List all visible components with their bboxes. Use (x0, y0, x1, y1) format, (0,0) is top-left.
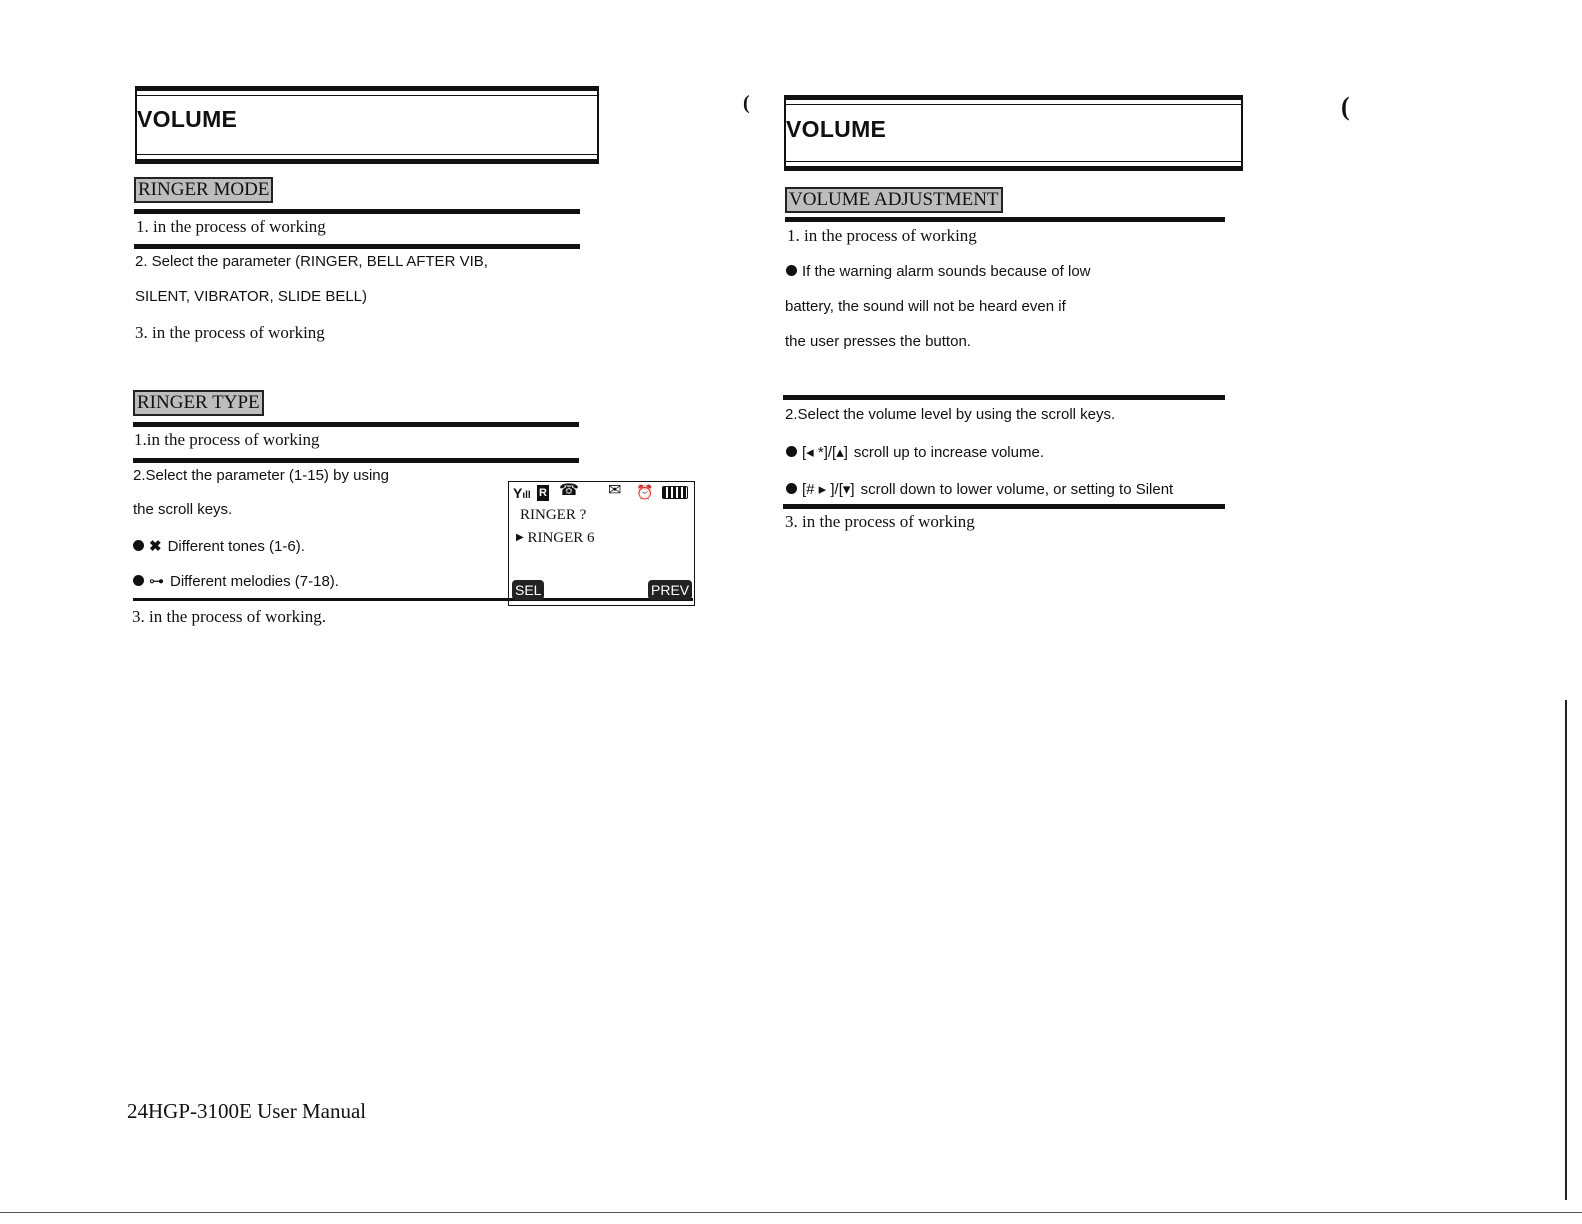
ringer-mode-step1: 1. in the process of working (136, 217, 326, 236)
key-symbol: ⊶ (149, 573, 164, 590)
key-symbol: [# ▸ ]/[▾] (802, 481, 855, 498)
bullet-icon (786, 265, 797, 276)
ringer-mode-label: RINGER MODE (134, 177, 273, 203)
roaming-icon: R (539, 487, 547, 499)
bullet-icon (786, 446, 797, 457)
divider (134, 244, 580, 249)
volume-step3: 3. in the process of working (785, 512, 975, 531)
ringer-type-step2-line1: 2.Select the parameter (1-15) by using (133, 467, 389, 484)
scan-edge-right (1565, 700, 1567, 1200)
divider (785, 217, 1225, 222)
divider (133, 458, 579, 463)
divider (134, 209, 580, 214)
alarm-icon: ⏰ (636, 484, 654, 500)
ringer-type-label: RINGER TYPE (133, 390, 264, 416)
right-page-title: VOLUME (786, 116, 887, 142)
key-symbol: ✖ (149, 538, 162, 555)
ringer-mode-step2-line2: SILENT, VIBRATOR, SLIDE BELL) (135, 288, 368, 305)
ringer-mode-step2-line1: 2. Select the parameter (RINGER, BELL AFTER VIB, (135, 253, 488, 270)
volume-down-bullet: [# ▸ ]/[▾] scroll down to lower volume, or setting to Silent (786, 480, 1173, 498)
ringer-type-bullet1: ✖ Different tones (1-6). (133, 537, 305, 555)
scan-edge-bottom (0, 1212, 1582, 1213)
volume-up-bullet: [◂ *]/[▴] scroll up to increase volume. (786, 443, 1044, 461)
ringer-type-step2-line2: the scroll keys. (133, 501, 233, 518)
signal-icon: Yıll (513, 485, 531, 501)
arrow-right-icon: ▶ (516, 532, 524, 543)
phone-screen (508, 481, 695, 606)
volume-step1: 1. in the process of working (787, 226, 977, 245)
phone-screen-line1: RINGER ? (520, 507, 587, 523)
volume-step2: 2.Select the volume level by using the scroll keys. (785, 406, 1116, 423)
bullet-icon (133, 540, 144, 551)
divider (133, 422, 579, 427)
volume-note-line2: battery, the sound will not be heard even if (785, 298, 1066, 315)
page-mark: ( (743, 92, 750, 114)
ringer-type-step3: 3. in the process of working. (132, 607, 327, 626)
volume-adjustment-label: VOLUME ADJUSTMENT (785, 187, 1003, 213)
volume-note-line1: If the warning alarm sounds because of low (786, 263, 1091, 280)
prev-softkey: PREV (648, 580, 692, 600)
bullet-icon (786, 483, 797, 494)
message-icon: ✉ (608, 482, 622, 499)
ringer-type-bullet2: ⊶ Different melodies (7-18). (133, 572, 339, 590)
manual-footer: 24HGP-3100E User Manual (127, 1099, 367, 1123)
key-symbol: [◂ *]/[▴] (802, 444, 848, 461)
battery-icon (662, 486, 688, 499)
ringer-type-step1: 1.in the process of working (134, 430, 320, 449)
bullet-icon (133, 575, 144, 586)
phone-screen-line2: ▶ RINGER 6 (516, 530, 595, 546)
phone-icon: ☎ (559, 482, 579, 499)
ringer-mode-step3: 3. in the process of working (135, 323, 325, 342)
left-page-title: VOLUME (137, 106, 238, 132)
divider (783, 504, 1225, 509)
volume-note-line3: the user presses the button. (785, 333, 971, 350)
sel-softkey: SEL (512, 580, 544, 600)
page-mark: ( (1341, 92, 1350, 121)
divider (783, 395, 1225, 400)
